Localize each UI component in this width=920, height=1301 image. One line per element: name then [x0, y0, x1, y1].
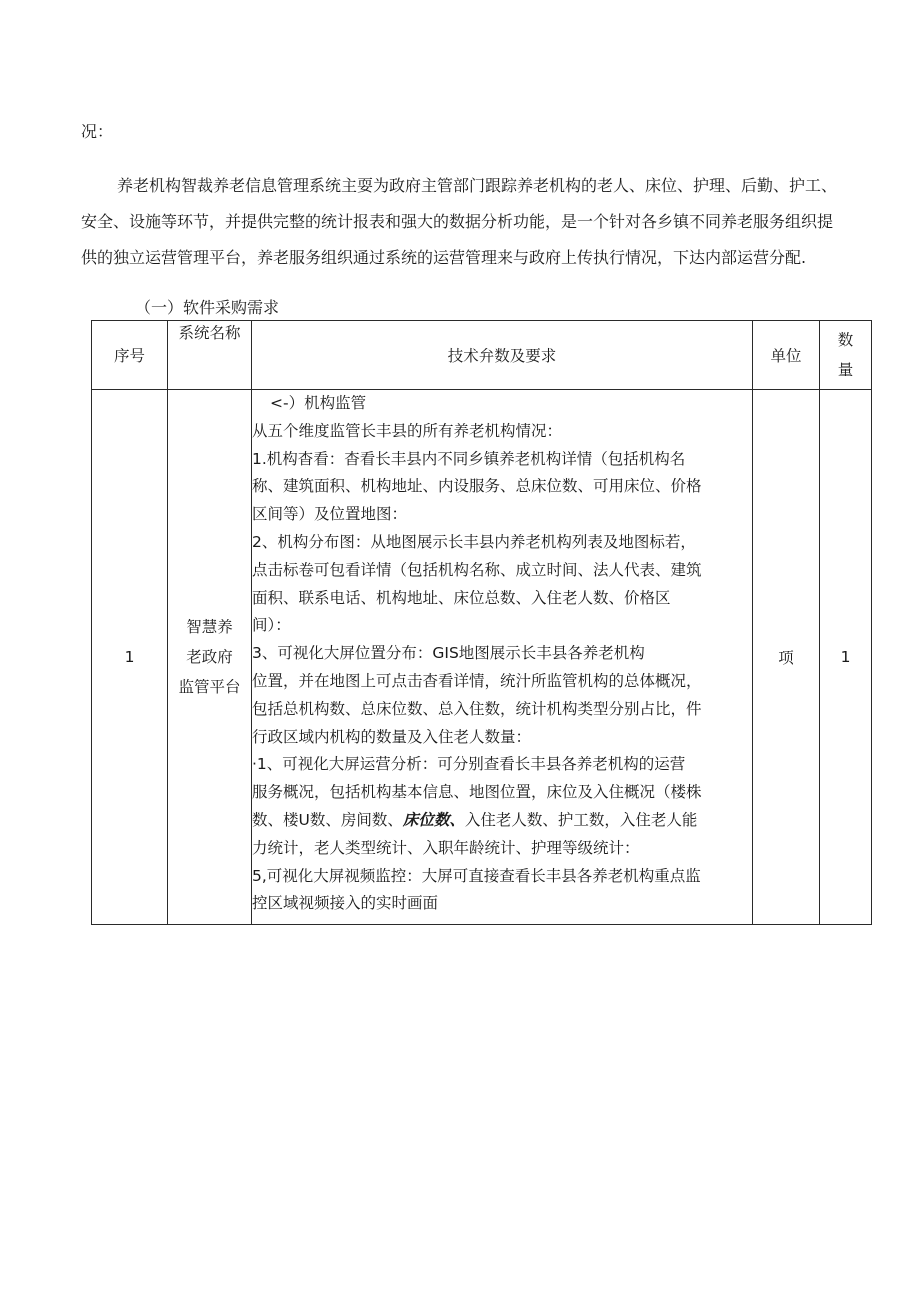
spec-line: 称、建筑面积、机构地址、内设服务、总床位数、可用床位、价格	[252, 477, 702, 496]
table-row	[92, 390, 872, 925]
cell-qty: 1	[820, 390, 872, 925]
spec-line: 位置，并在地图上可点击杳看详情，统汁所监管机构的总体概况，	[252, 671, 702, 690]
spec-line: 服务概况，包括机构基本信息、地图位置，床位及入住概况（楼株	[252, 783, 702, 802]
requirements-table	[91, 320, 872, 925]
header-qty-line: 量	[837, 361, 854, 379]
intro-line: 安全、设施等环节，并提供完整的统计报表和强大的数据分析功能，是一个针对各乡镇不同养老服务组织提	[81, 212, 834, 231]
header-unit: 单位	[753, 321, 820, 390]
spec-fragment: 入住老人数、护工数，入住老人能	[464, 810, 698, 829]
cell-system-name	[168, 390, 252, 925]
spec-emphasis: 床位数、	[402, 810, 465, 829]
header-name: 系统名称	[168, 321, 252, 390]
spec-line: 1.机构杳看：杳看长丰县内不同乡镇养老机构详情（包括机构名	[252, 449, 686, 468]
spec-line: 点击标卷可包看详情（包括机构名称、成立时间、法人代表、建筑	[252, 560, 702, 579]
spec-line: 面积、联系电话、机构地址、床位总数、入住老人数、价格区	[252, 588, 671, 607]
spec-line: 从五个维度监管长丰县的所有养老机构情况：	[252, 421, 563, 440]
spec-line: ·1、可视化大屏运营分析：可分别查看长丰县各养老机构的运营	[252, 755, 686, 774]
system-name-line: 老政府	[186, 648, 233, 666]
cell-seq: 1	[92, 390, 168, 925]
spec-line	[252, 807, 752, 835]
header-qty	[820, 321, 872, 390]
spec-line: 区间等）及位置地图：	[252, 505, 408, 524]
header-seq: 序号	[92, 321, 168, 390]
intro-paragraph	[81, 168, 881, 276]
spec-line: 行政区域内机构的数量及入住老人数量：	[252, 727, 532, 746]
header-qty-line: 数	[837, 331, 854, 349]
spec-line: 5,可视化大屏视频监控：大屏可直接查看长丰县各养老机构重点监	[252, 866, 701, 885]
cell-spec	[252, 390, 753, 925]
system-name-line: 智慧养	[186, 618, 233, 636]
section-heading: （一）软件采购需求	[135, 298, 280, 317]
lead-fragment: 况：	[81, 122, 114, 141]
spec-line: <-）机构监管	[270, 394, 367, 412]
spec-line: 3、可视化大屏位置分布：GIS地图展示长丰县各养老机构	[252, 644, 645, 663]
spec-line: 包括总机构数、总床位数、总入住数，统计机构类型分别占比，件	[252, 699, 702, 718]
spec-line: 力统计，老人类型统计、入职年龄统计、护理等级统计：	[252, 838, 640, 857]
spec-line: 间）：	[252, 616, 291, 635]
intro-line: 供的独立运营管理平台，养老服务组织通过系统的运营管理来与政府上传执行情况，下达内部运营分配.	[81, 248, 807, 267]
spec-fragment: 数、楼U数、房间数、	[252, 810, 403, 829]
intro-line: 养老机构智裁养老信息管理系统主耍为政府主管部门跟踪养老机构的老人、床位、护理、后勤、护工、	[117, 176, 838, 195]
spec-line: 控区域视频接入的实时画面	[252, 894, 439, 913]
spec-line: 2、机构分布图：从地图展示长丰县内养老机构列表及地图标若，	[252, 532, 696, 551]
cell-unit: 项	[753, 390, 820, 925]
system-name-line: 监管平台	[178, 678, 241, 696]
table-header-row	[92, 321, 872, 390]
header-spec: 技术弁数及要求	[252, 321, 753, 390]
